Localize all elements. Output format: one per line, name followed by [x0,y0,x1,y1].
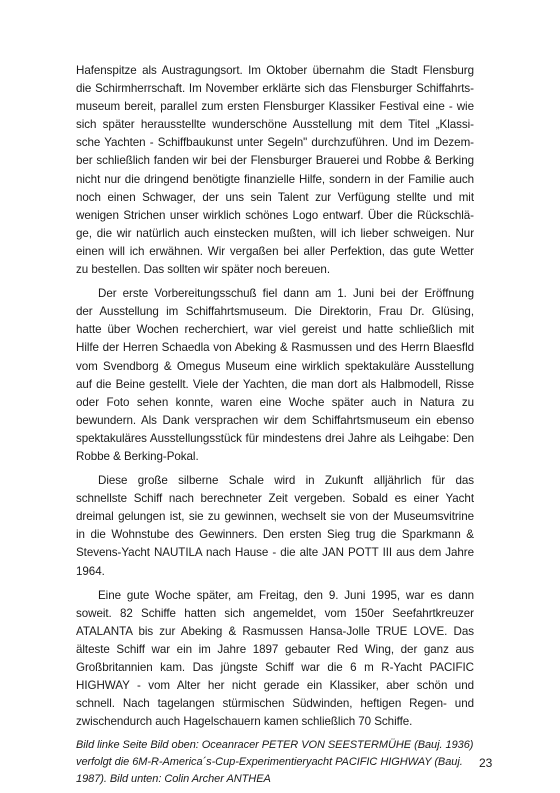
paragraph-1 [76,62,474,279]
text-line: dreimal gelungen ist, sie zu gewinnen, wechselt sie von der Museumsvitrine [76,510,474,524]
text-line: bewundern. Als Dank versprachen wir dem Schiffahrtsmuseum ein ebenso [76,413,474,427]
text-line: Diese große silberne Schale wird in Zukunft alljährlich für das [98,474,474,488]
text-line: vom Svendborg & Omegus Museum eine wirklich spektakuläre Ausstellung [76,359,474,373]
image-caption [76,737,474,788]
text-line: Hilfe der Herren Schaedla von Abeking & Rasmussen und des Herrn Blaesfld [76,341,474,355]
text-line: einen will ich erwähnen. Wir vergaßen bei aller Perfektion, das gute Wetter [76,244,474,258]
text-line: Großbritannien kam. Das jüngste Schiff war die 6 m R-Yacht PACIFIC [76,661,474,674]
caption-line: 1987). Bild unten: Colin Archer ANTHEA [76,773,271,786]
page-number: 23 [479,756,493,770]
text-line: Robbe & Berking-Pokal. [76,449,199,463]
text-line: zu bestellen. Das sollten wir später noch bereuen. [76,263,330,277]
text-line: schnellste Schiff nach berechneter Zeit vergeben. Sobald es einer Yacht [76,492,474,506]
text-line: HIGHWAY - vom Alter her nicht gerade ein Klassiker, aber schön und [76,679,474,693]
text-line: museum bereit, parallel zum ersten Flensburger Klassiker Festival eine - wie [76,100,474,114]
text-line: Hafenspitze als Austragungsort. Im Oktober übernahm die Stadt Flensburg [76,64,474,77]
text-line: soweit. 82 Schiffe hatten sich angemeldet, vom 150er Seefahrtkreuzer [76,606,474,620]
caption-line: verfolgt die 6M-R-America´s-Cup-Experimentieryacht PACIFIC HIGHWAY (Bauj. [76,756,463,769]
text-line: spektakuläres Ausstellungsstück für mindestens drei Jahre als Leihgabe: Den [76,431,474,445]
paragraph-3 [76,472,474,581]
text-line: ge, die wir natürlich auch einstecken mußten, will ich lieber schweigen. Nur [76,226,474,240]
text-line: die Schirmherrschaft. Im November erklärte sich das Flensburger Schiffahrts- [76,82,474,96]
text-line: der Ausstellung im Schiffahrtsmuseum. Die Direktorin, Frau Dr. Glüsing, [76,305,474,319]
text-line: ber schließlich fanden wir bei der Flensburger Brauerei und Robbe & Berking [76,154,474,168]
text-line: sich später herausstellte wunderschöne Ausstellung mit dem Titel „Klassi- [76,118,474,132]
text-line: 1964. [76,564,105,578]
text-line: ATALANTA bis zur Abeking & Rasmussen Hansa-Jolle TRUE LOVE. Das [76,624,474,638]
page-body [76,62,474,788]
text-line: in die Wohnstube des Gewinners. Den ersten Sieg trug die Sparkmann & [76,528,474,542]
caption-line: Bild linke Seite Bild oben: Oceanracer PETER VON SEESTERMÜHE (Bauj. 1936) [76,739,474,752]
text-line: Der erste Vorbereitungsschuß fiel dann am 1. Juni bei der Eröffnung [98,287,474,301]
text-line: zwischendurch auch Hagelschauern kamen schließlich 70 Schiffe. [76,715,413,729]
text-line: Stevens-Yacht NAUTILA nach Hause - die alte JAN POTT III aus dem Jahre [76,546,474,560]
text-line: auf die Beine gestellt. Viele der Yachten, die man dort als Halbmodell, Risse [76,377,474,391]
text-line: hatte über Wochen recherchiert, war viel gereist und hatte schließlich mit [76,323,474,337]
text-line: älteste Schiff war ein im Jahre 1897 gebauter Red Wing, der ganz aus [76,642,474,656]
paragraph-2 [76,285,474,466]
text-line: Eine gute Woche später, am Freitag, den 9. Juni 1995, war es dann [98,588,474,602]
text-line: schnell. Nach tagelangen stürmischen Südwinden, heftigen Regen- und [76,697,474,711]
text-line: nicht nur die dringend benötigte finanzielle Hilfe, sondern in der Familie auch [76,172,474,186]
text-line: wenigen Strichen unser wirklich schönes Logo entwarf. Über die Rückschlä- [76,208,474,222]
text-line: noch einen Schwager, der uns sein Talent zur Verfügung stellte und mit [76,190,474,204]
paragraph-4 [76,587,474,732]
text-line: sche Yachten - Schiffbaukunst unter Segeln" durchzuführen. Und im Dezem- [76,136,474,150]
text-line: oder Foto sehen konnte, waren eine Woche später auch in Natura zu [76,395,474,409]
